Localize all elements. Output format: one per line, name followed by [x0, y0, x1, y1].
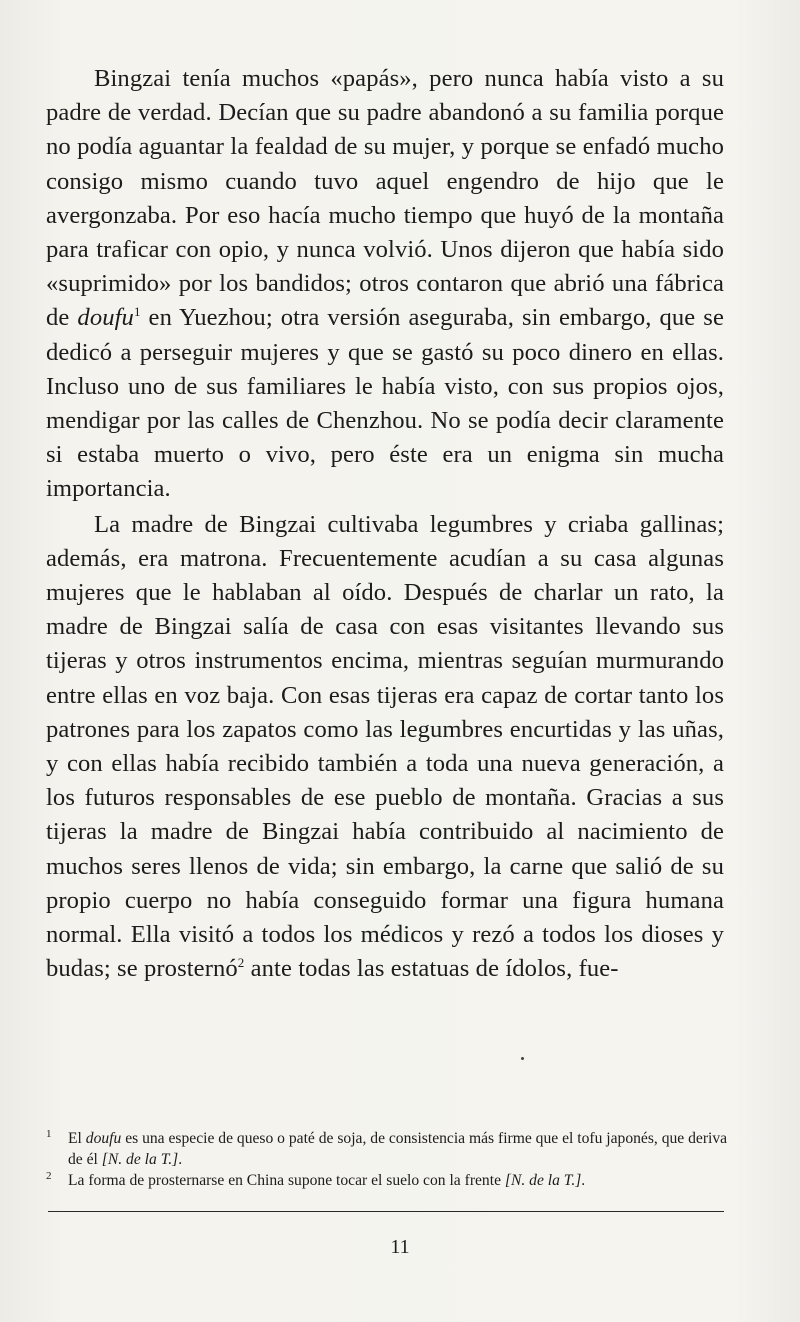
body-text [46, 62, 724, 986]
footnotes [46, 1128, 736, 1191]
speck-mark [521, 1057, 524, 1060]
footnote-text: El doufu es una especie de queso o paté de soja, de consistencia más firme que el tofu japonés, que deriva de él [N. de la T.]. [68, 1130, 728, 1168]
footnote-ref-2[interactable]: 2 [237, 955, 245, 971]
footer-rule [48, 1211, 724, 1212]
page-number: 11 [390, 1236, 410, 1258]
footnote-mark: 1 [46, 1128, 52, 1140]
footnote-text: La forma de prosternarse en China supone tocar el suelo con la frente [N. de la T.]. [68, 1172, 586, 1189]
paragraph-1: Bingzai tenía muchos «papás», pero nunca había visto a su padre de verdad. Decían que su padre abandonó a su familia porque no podía aguantar la fealdad de su mujer, y porque se enfadó mucho consigo mismo cuando tuvo aquel engendro de hijo que le avergonzaba. Por eso hacía mucho tiempo que huyó de la montaña para traficar con opio, y nunca volvió. Unos dijeron que había sido «suprimido» por los bandidos; otros contaron que abrió una fábrica de doufu$^1$ en Yuezhou; otra versión aseguraba, sin embargo, que se dedicó a perseguir mujeres y que se gastó su poco dinero en ellas. Incluso uno de sus familiares le había visto, con sus propios ojos, mendigar por las calles de Chenzhou. No se podía decir claramente si estaba muerto o vivo, pero éste era un enigma sin mucha importancia. [46, 65, 724, 503]
footnote-mark: 2 [46, 1170, 52, 1182]
footnote-ref-1[interactable]: 1 [133, 304, 141, 320]
paragraph-2: La madre de Bingzai cultivaba legumbres y criaba gallinas; además, era matrona. Frecuentemente acudían a su casa algunas mujeres que le hablaban al oído. Después de charlar un rato, la madre de Bingzai salía de casa con esas visitantes llevando sus tijeras y otros instrumentos encima, mientras seguían murmurando entre ellas en voz baja. Con esas tijeras era capaz de cortar tanto los patrones para los zapatos como las legumbres encurtidas y las uñas, y con ellas había recibido también a toda una nueva generación, a los futuros responsables de ese pueblo de montaña. Gracias a sus tijeras la madre de Bingzai había contribuido al nacimiento de muchos seres llenos de vida; sin embargo, la carne que salió de su propio cuerpo no había conseguido formar una figura humana normal. Ella visitó a todos los médicos y rezó a todos los dioses y budas; se prosternó$^2$ ante todas las estatuas de ídolos, fue- [46, 510, 724, 983]
footnote-2 [46, 1170, 736, 1191]
footnote-1 [46, 1128, 736, 1170]
doufu-term: doufu [77, 304, 134, 332]
